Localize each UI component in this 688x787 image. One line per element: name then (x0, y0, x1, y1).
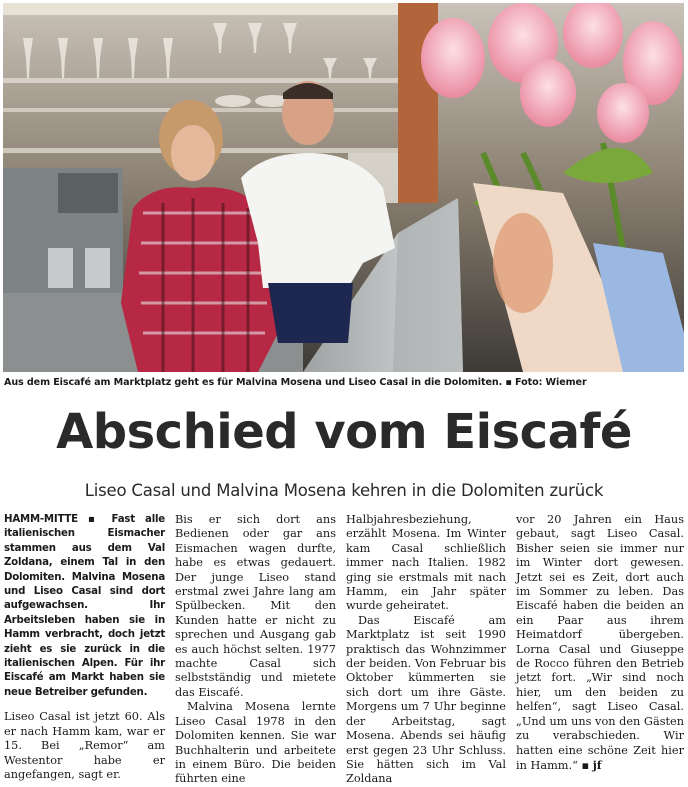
body-paragraph: Malvina Mosena lernte Liseo Casal 1978 in den Dolomiten kennen. Sie war Buchhalterin und arbeitete in einem Büro. Die beiden führten eine (175, 700, 336, 786)
body-text: vor 20 Jahren ein Haus gebaut, sagt Liseo Casal. Bisher seien sie immer nur im Winter dort gewesen. Jetzt sei es Zeit, dort auch im Sommer zu leben. Das Eiscafé haben die beiden an ein Paar aus ihrem Heimatdorf übergeben. Lorna Casal und Giuseppe de Rocco führen den Betrieb jetzt fort. „Wir sind noch hier, um den beiden zu helfen“, sagt Liseo Casal. „Und um uns von den Gästen zu verabschieden. Wir hatten eine schöne Zeit hier in Hamm.“ ▪ (516, 513, 684, 772)
article-photo (3, 3, 684, 372)
body-paragraph: Bis er sich dort ans Bedienen oder gar ans Eismachen wagen durfte, habe es etwas gedauert. Der junge Liseo stand erstmal zwei Jahre lang am Spülbecken. Mit den Kunden hatte er nicht zu sprechen und Ausgang gab es auch höchst selten. 1977 machte Casal sich selbstständig und mietete das Eiscafé. (175, 513, 336, 699)
body-paragraph: Halbjahresbeziehung, erzählt Mosena. Im Winter kam Casal schließlich immer nach Italien. 1982 ging sie erstmals mit nach Hamm, ein Jahr später wurde geheiratet. (346, 513, 506, 613)
article-column-1 (4, 513, 165, 782)
article-column-2 (175, 513, 336, 787)
photo-caption: Aus dem Eiscafé am Marktplatz geht es für Malvina Mosena und Liseo Casal in die Dolomiten. ▪ Foto: Wiemer (4, 377, 587, 388)
article-lead: HAMM-MITTE ▪ Fast alle italienischen Eismacher stammen aus dem Val Zoldana, einem Tal in den Dolomiten. Malvina Mosena und Liseo Casal sind dort aufgewachsen. Ihr Arbeitsleben haben sie in Hamm verbracht, doch jetzt zieht es sie zurück in die italienischen Alpen. Für ihr Eiscafé am Markt haben sie neue Betreiber gefunden. (4, 514, 165, 698)
author-initials: jf (592, 757, 602, 772)
article-headline: Abschied vom Eiscafé (56, 404, 632, 460)
article-subheadline: Liseo Casal und Malvina Mosena kehren in die Dolomiten zurück (84, 481, 604, 500)
body-paragraph: Das Eiscafé am Marktplatz ist seit 1990 praktisch das Wohnzimmer der beiden. Von Februar bis Oktober kümmerten sie sich dort um ihre Gäste. Morgens um 7 Uhr beginne der Arbeitstag, sagt Mosena. Abends sei häufig erst gegen 23 Uhr Schluss. Sie hätten sich im Val Zoldana (346, 613, 506, 786)
body-paragraph: Liseo Casal ist jetzt 60. Als er nach Hamm kam, war er 15. Bei „Remor“ am Westentor habe er angefangen, sagt er. (4, 710, 165, 781)
body-paragraph (516, 513, 684, 773)
article-column-4 (516, 513, 684, 773)
photo-illustration (3, 3, 684, 372)
article-column-3 (346, 513, 506, 787)
